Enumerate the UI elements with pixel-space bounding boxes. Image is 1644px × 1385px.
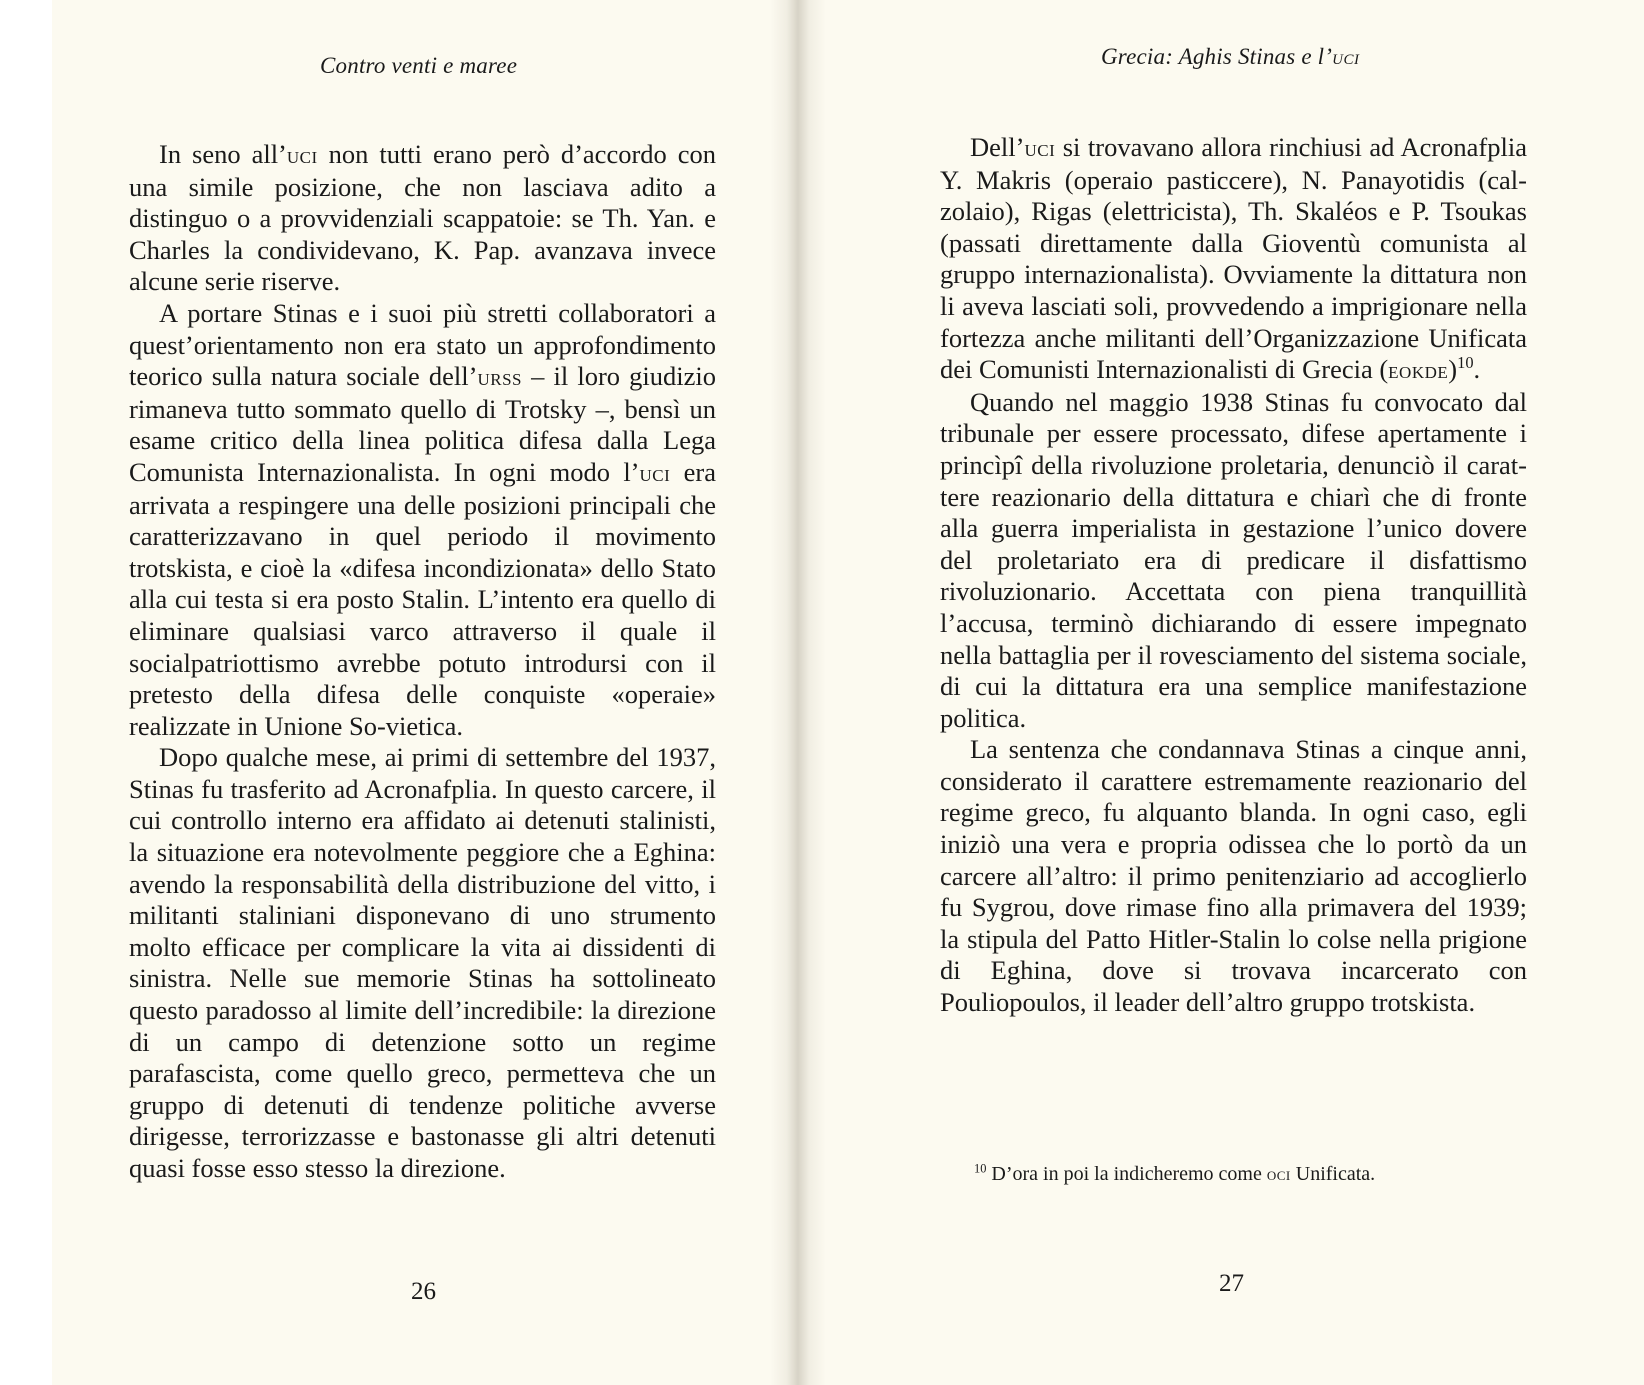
left-running-head-text: Contro venti e maree: [320, 53, 518, 78]
left-paragraph-1: In seno all’uci non tutti erano però d’accordo con una simile posizione, che non lasciava adito a distinguo o a provvidenziali scappatoie: se Th. Yan. e Charles la condividevano, K. Pap. avanzava invece alcune serie riserve.: [129, 139, 716, 297]
left-page-number-text: 26: [411, 1278, 436, 1305]
right-running-head-sc: uci: [1332, 45, 1360, 69]
footnote: $^{10}$ D’ora in poi la indicheremo come oci Unificata.: [974, 1161, 1376, 1185]
left-paragraph-3: Dopo qualche mese, ai primi di settembre del 1937, Stinas fu trasferito ad Acronafplia. In questo carcere, il cui controllo interno era affidato ai detenuti stalinisti, la situazione era notevolmente peggiore che a Eghina: avendo la responsabilità della distribuzione del vitto, i militanti staliniani disponevano di uno strumento molto efficace per complicare la vita ai dissidenti di sinistra. Nelle sue memorie Stinas ha sottolineato questo paradosso al limite dell’incredibile: la direzione di un campo di detenzione sotto un regime parafascista, come quello greco, permetteva che un gruppo di detenuti di tendenze politiche avverse dirigesse, terrorizzasse e bastonasse gli altri detenuti quasi fosse esso stesso la direzione.: [129, 742, 716, 1183]
footnote-number: 10: [974, 1161, 987, 1176]
left-running-head: [320, 53, 517, 79]
right-running-head-text: Grecia: Aghis Stinas e l’: [1101, 44, 1333, 69]
right-page-body: [940, 132, 1527, 1019]
footnote-reference: 10: [1457, 353, 1474, 373]
left-page-number: [411, 1278, 436, 1306]
scan-margin: [0, 0, 52, 1385]
right-running-head: [1101, 44, 1359, 70]
book-gutter: [770, 0, 826, 1385]
left-page-body: [129, 139, 716, 1185]
right-page-number-text: 27: [1219, 1270, 1244, 1297]
right-paragraph-3: La sentenza che condannava Stinas a cinque anni, considerato il carattere estremamente reazionario del regime greco, fu alquanto blanda. In ogni caso, egli iniziò una vera e propria odissea che lo portò da un carcere all’altro: il primo penitenziario ad accoglierlo fu Sygrou, dove rimase fino alla primavera del 1939; la stipula del Patto Hitler-Stalin lo colse nella prigione di Eghina, dove si trovava incarcerato con Pouliopoulos, il leader dell’altro gruppo trotskista.: [940, 734, 1527, 1018]
right-page-number: [1219, 1270, 1244, 1298]
right-paragraph-2: Quando nel maggio 1938 Stinas fu convocato dal tribunale per essere processato, difese apertamente i princìpî della rivoluzione proletaria, denunciò il carat-tere reazionario della dittatura e chiarì che di fronte alla guerra imperialista in gestazione l’unico dovere del proletariato era di predicare il disfattismo rivoluzionario. Accettata con piena tranquillità l’accusa, terminò dichiarando di essere impegnato nella battaglia per il rovesciamento del sistema sociale, di cui la dittatura era una semplice manifestazione politica.: [940, 386, 1527, 733]
left-paragraph-2: A portare Stinas e i suoi più stretti collaboratori a quest’orientamento non era stato un approfondimento teorico sulla natura sociale dell’urss – il loro giudizio rimaneva tutto sommato quello di Trotsky –, bensì un esame critico della linea politica difesa dalla Lega Comunista Internazionalista. In ogni modo l’uci era arrivata a respingere una delle posizioni principali che caratterizzavano in quel periodo il movimento trotskista, e cioè la «difesa incondizionata» dello Stato alla cui testa si era posto Stalin. L’intento era quello di eliminare qualsiasi varco attraverso il quale il socialpatriottismo avrebbe potuto introdursi con il pretesto della difesa delle conquiste «operaie» realizzate in Unione So-vietica.: [129, 297, 716, 741]
right-paragraph-1: Dell’uci si trovavano allora rinchiusi ad Acronafplia Y. Makris (operaio pasticcere), N. Panayotidis (cal-zolaio), Rigas (elettricista), Th. Skaléos e P. Tsoukas (passati direttamente dalla Gioventù comunista al gruppo internazionalista). Ovviamente la dittatura non li aveva lasciati soli, provvedendo a imprigionare nella fortezza anche militanti dell’Organizzazione Unificata dei Comunisti Internazionalisti di Grecia (eokde)$^{10}$.: [940, 132, 1527, 385]
